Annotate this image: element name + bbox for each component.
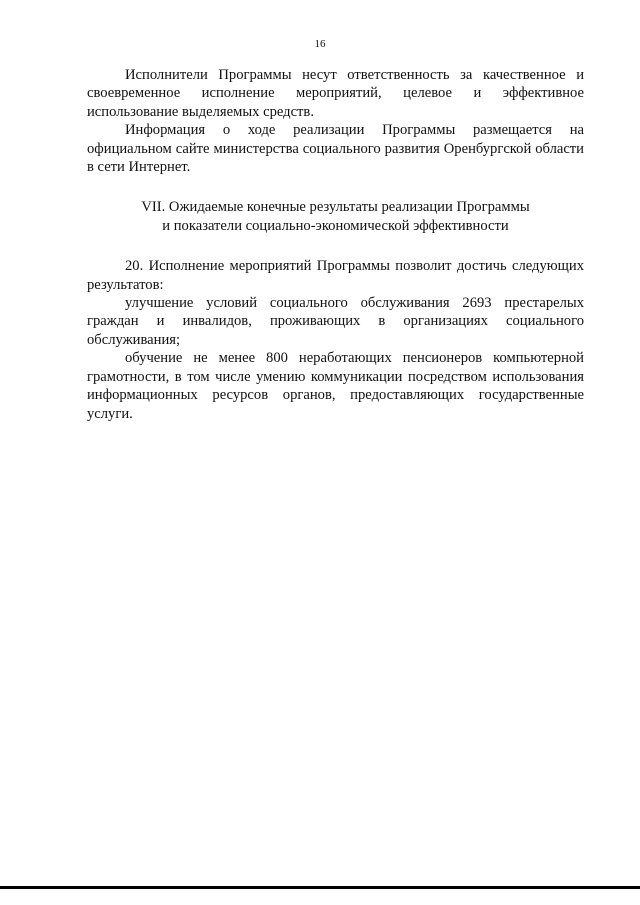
section-heading-line-2: и показатели социально-экономической эффективности [162, 217, 509, 234]
paragraph-result-training: обучение не менее 800 неработающих пенсионеров компьютерной грамотности, в том числе умению коммуникации посредством использования информационных ресурсов органов, предоставляющих государственные услуги. [87, 350, 584, 422]
section-heading [87, 198, 584, 235]
paragraph-item-20: 20. Исполнение мероприятий Программы позволит достичь следующих результатов: [87, 258, 584, 293]
section-heading-line-1: VII. Ожидаемые конечные результаты реализации Программы [141, 199, 530, 216]
bottom-divider [0, 886, 640, 889]
document-body [87, 66, 584, 423]
paragraph-result-service: улучшение условий социального обслуживания 2693 престарелых граждан и инвалидов, проживающих в организациях социального обслуживания; [87, 295, 584, 348]
page-number: 16 [314, 38, 326, 50]
paragraph-responsibility: Исполнители Программы несут ответственность за качественное и своевременное исполнение мероприятий, целевое и эффективное использование выделяемых средств. [87, 67, 584, 120]
paragraph-information: Информация о ходе реализации Программы размещается на официальном сайте министерства социального развития Оренбургской области в сети Интернет. [87, 122, 584, 176]
